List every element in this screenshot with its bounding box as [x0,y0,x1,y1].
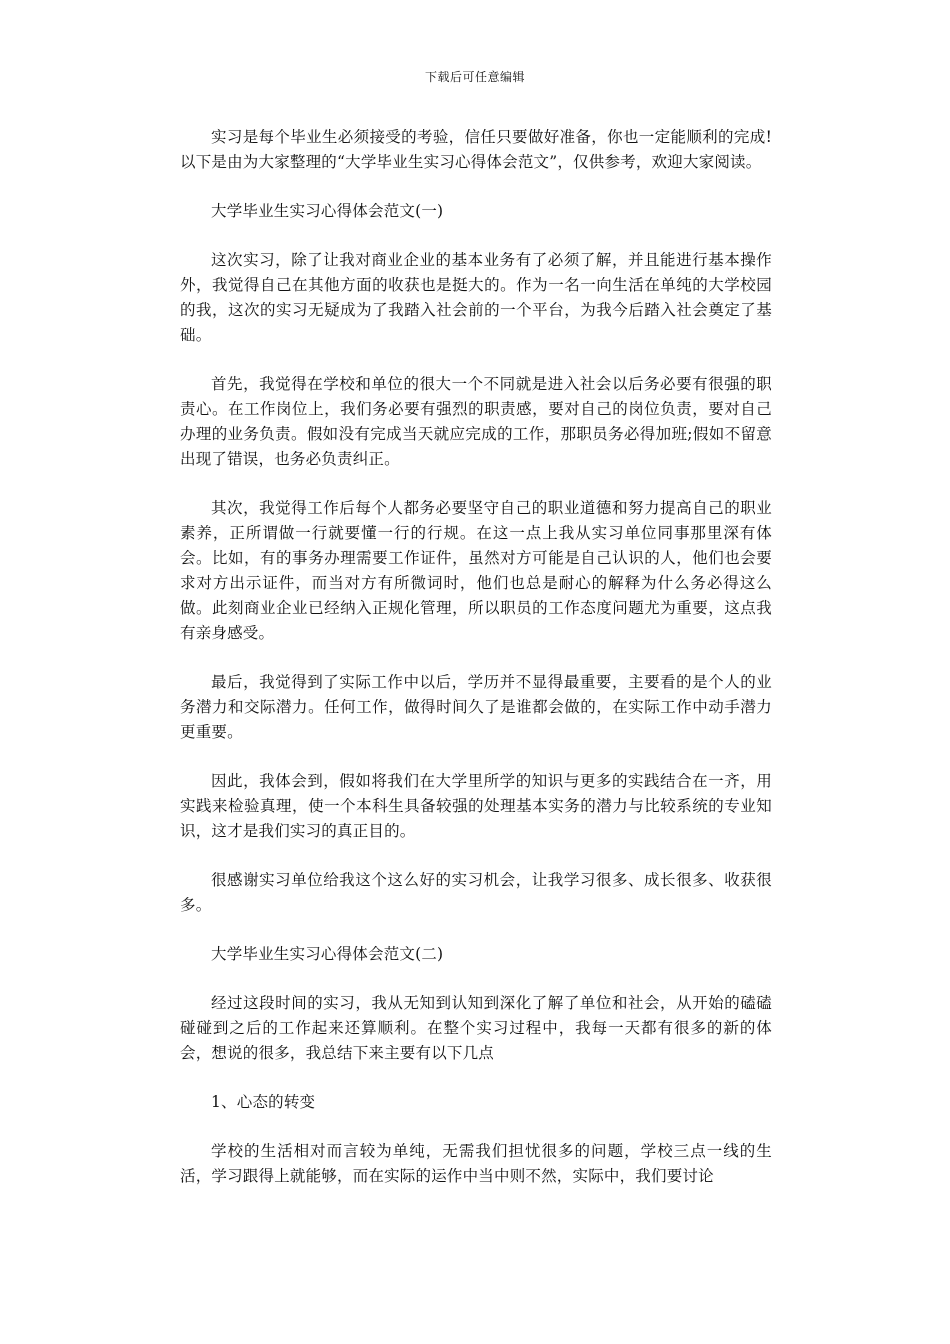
section-heading-2: 大学毕业生实习心得体会范文(二) [211,945,444,963]
paragraph-4: 最后，我觉得到了实际工作中以后，学历并不显得最重要，主要看的是个人的业务潜力和交际潜力。任何工作，做得时间久了是谁都会做的，在实际工作中动手潜力更重要。 [180,673,772,741]
intro-paragraph: 实习是每个毕业生必须接受的考验，信任只要做好准备，你也一定能顺利的完成!以下是由为大家整理的“大学毕业生实习心得体会范文”，仅供参考，欢迎大家阅读。 [180,128,772,171]
document-body [180,125,772,1213]
paragraph-6: 很感谢实习单位给我这个这么好的实习机会，让我学习很多、成长很多、收获很多。 [180,871,772,914]
paragraph-5: 因此，我体会到，假如将我们在大学里所学的知识与更多的实践结合在一齐，用实践来检验真理，使一个本科生具备较强的处理基本实务的潜力与比较系统的专业知识，这才是我们实习的真正目的。 [180,772,772,840]
paragraph-3: 其次，我觉得工作后每个人都务必要坚守自己的职业道德和努力提高自己的职业素养，正所谓做一行就要懂一行的行规。在这一点上我从实习单位同事那里深有体会。比如，有的事务办理需要工作证件，虽然对方可能是自己认识的人，他们也会要求对方出示证件，而当对方有所微词时，他们也总是耐心的解释为什么务必得这么做。此刻商业企业已经纳入正规化管理，所以职员的工作态度问题尤为重要，这点我有亲身感受。 [180,499,772,642]
paragraph-2: 首先，我觉得在学校和单位的很大一个不同就是进入社会以后务必要有很强的职责心。在工作岗位上，我们务必要有强烈的职责感，要对自己的岗位负责，要对自己办理的业务负责。假如没有完成当天就应完成的工作，那职员务必得加班;假如不留意出现了错误，也务必负责纠正。 [180,375,772,468]
paragraph-8: 学校的生活相对而言较为单纯，无需我们担忧很多的问题，学校三点一线的生活，学习跟得上就能够，而在实际的运作中当中则不然，实际中，我们要讨论 [180,1142,772,1185]
section-heading-1: 大学毕业生实习心得体会范文(一) [211,202,444,220]
paragraph-1: 这次实习，除了让我对商业企业的基本业务有了必须了解，并且能进行基本操作外，我觉得自己在其他方面的收获也是挺大的。作为一名一向生活在单纯的大学校园的我，这次的实习无疑成为了我踏入社会前的一个平台，为我今后踏入社会奠定了基础。 [180,251,772,344]
paragraph-7: 经过这段时间的实习，我从无知到认知到深化了解了单位和社会，从开始的磕磕碰碰到之后的工作起来还算顺利。在整个实习过程中，我每一天都有很多的新的体会，想说的很多，我总结下来主要有以下几点 [180,994,772,1062]
subsection-heading-1: 1、心态的转变 [211,1093,316,1111]
page-header: 下载后可任意编辑 [424,70,525,84]
